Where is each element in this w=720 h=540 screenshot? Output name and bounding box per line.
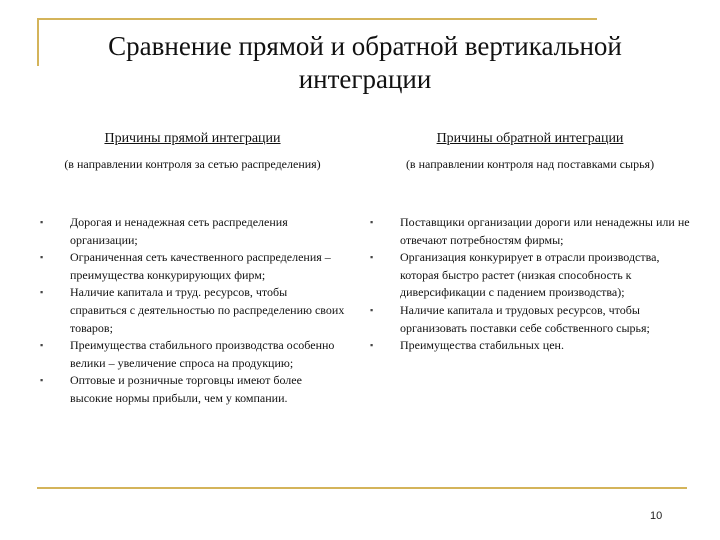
slide-title: Сравнение прямой и обратной вертикальной интеграции [108,31,622,94]
list-item-text: Преимущества стабильных цен. [400,338,564,353]
bullet-icon: ▪ [40,217,44,227]
bullet-icon: ▪ [40,375,44,386]
list-item [40,372,345,407]
accent-bottom-line [37,487,687,489]
bullet-icon: ▪ [370,252,374,263]
right-column [370,130,690,353]
list-item-text: Наличие капитала и труд. ресурсов, чтобы справиться с деятельностью по распределению своих товаров; [70,285,345,335]
right-reasons-list [370,214,690,355]
bullet-icon: ▪ [40,340,44,351]
right-column-heading: Причины обратной интеграции [436,131,624,146]
list-item-text: Дорогая и ненадежная сеть распределения организации; [70,215,288,247]
list-item [370,214,690,249]
list-item-text: Организация конкурирует в отрасли производства, которая быстро растет (низкая способность к диверсификации с падением производства); [400,250,660,300]
bullet-icon: ▪ [370,217,374,227]
list-item-text: Ограниченная сеть качественного распределения – преимущества конкурирующих фирм; [70,250,331,282]
list-item [370,337,690,355]
list-item [40,337,345,372]
list-item-text: Преимущества стабильного производства особенно велики – увеличение спроса на продукцию; [70,338,335,370]
bullet-icon: ▪ [40,287,44,298]
left-column-subheading: (в направлении контроля за сетью распределения) [64,157,321,171]
right-column-subheading: (в направлении контроля над поставками сырья) [405,157,655,171]
bullet-icon: ▪ [40,252,44,263]
list-item [40,249,345,284]
bullet-icon: ▪ [370,304,374,315]
page-number: 10 [650,510,663,522]
bullet-icon: ▪ [370,340,374,351]
list-item [40,284,345,337]
list-item [370,302,690,337]
accent-vertical-line [37,18,39,66]
left-column-heading: Причины прямой интеграции [104,131,281,146]
list-item-text: Оптовые и розничные торговцы имеют более высокие нормы прибыли, чем у компании. [70,373,302,405]
accent-top-line [37,18,597,20]
list-item-text: Поставщики организации дороги или ненадежны или не отвечают потребностям фирмы; [400,215,690,247]
left-column [40,130,345,405]
left-reasons-list [40,214,345,408]
list-item [40,214,345,249]
list-item-text: Наличие капитала и трудовых ресурсов, чтобы организовать поставки себе собственного сырья; [400,302,650,335]
list-item [370,249,690,302]
